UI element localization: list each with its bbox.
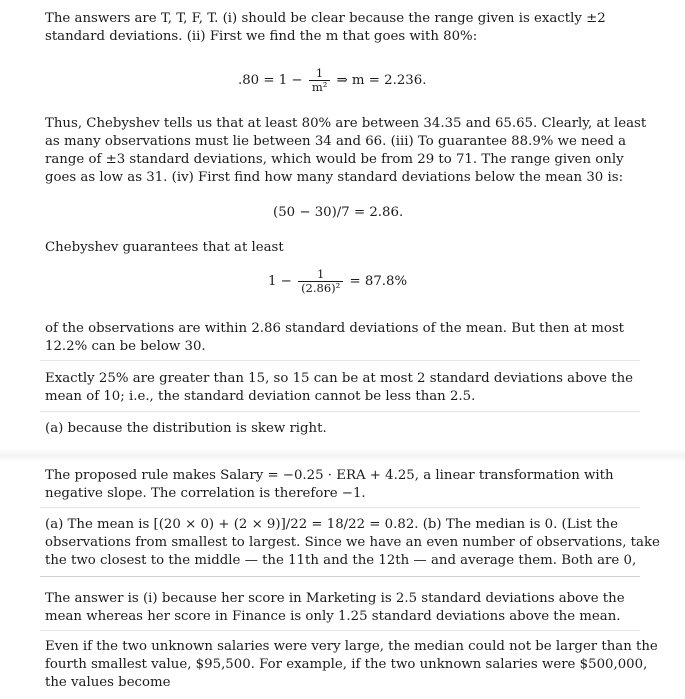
standard-deviation-bound-paragraph [45, 370, 635, 406]
text-line: fourth smallest value, $95,500. For example, if the two unknown salaries were $500,000, [45, 657, 648, 672]
text-line: the two closest to the middle — the 11th and the 12th — and average them. Both are 0, [45, 553, 637, 568]
mean-median-paragraph [45, 516, 660, 570]
section-divider [40, 507, 640, 508]
text-line: 12.2% can be below 30. [45, 339, 206, 354]
text-line: negative slope. The correlation is therefore −1. [45, 486, 366, 501]
text-line: observations from smallest to largest. Since we have an even number of observations, take [45, 535, 660, 550]
text-line: standard deviations. (ii) First we find the m that goes with 80%: [45, 29, 478, 44]
page-break-band [0, 448, 685, 462]
text-line: (a) because the distribution is skew right. [45, 421, 327, 436]
fraction [309, 67, 331, 94]
observations-within-paragraph [45, 320, 635, 356]
text-line: The answer is (i) because her score in Marketing is 2.5 standard deviations above the [45, 591, 625, 606]
text-line: goes as low as 31. (iv) First find how many standard deviations below the mean 30 is: [45, 170, 624, 185]
text-line: range of ±3 standard deviations, which would be from 29 to 71. The range given only [45, 152, 624, 167]
text-line: mean of 10; i.e., the standard deviation cannot be less than 2.5. [45, 389, 476, 404]
text-line: Chebyshev guarantees that at least [45, 240, 284, 255]
fraction-denominator: (2.86)² [298, 281, 343, 295]
text-line: mean whereas her score in Finance is only 1.25 standard deviations above the mean. [45, 609, 621, 624]
equation-right: ⇒ m = 2.236. [336, 73, 427, 88]
chebyshev-guarantee-text [45, 239, 635, 257]
text-line: Thus, Chebyshev tells us that at least 80% are between 34.35 and 65.65. Clearly, at least [45, 116, 647, 131]
fraction-numerator: 1 [315, 66, 324, 80]
equation-right: = 87.8% [349, 274, 408, 289]
skew-right-answer [45, 420, 635, 438]
text-line: (a) The mean is [(20 × 0) + (2 × 9)]/22 = 18/22 = 0.82. (b) The median is 0. (List the [45, 517, 618, 532]
equation-m-solution [238, 67, 426, 94]
section-divider [40, 360, 640, 361]
section-divider [40, 411, 640, 412]
text-line: Exactly 25% are greater than 15, so 15 can be at most 2 standard deviations above the [45, 371, 634, 386]
text-line: the values become [45, 675, 171, 690]
equation-left: 1 − [268, 274, 292, 289]
chebyshev-range-paragraph [45, 115, 647, 187]
answer-chebyshev-paragraph [45, 10, 635, 46]
section-divider [40, 630, 640, 631]
section-divider [40, 576, 640, 577]
fraction-numerator: 1 [317, 267, 325, 281]
median-salaries-paragraph [45, 638, 658, 692]
fraction-denominator: m² [309, 80, 331, 94]
equation-standard-deviations: (50 − 30)/7 = 2.86. [273, 205, 404, 220]
text-line: Even if the two unknown salaries were very large, the median could not be larger than the [45, 639, 658, 654]
text-line: The answers are T, T, F, T. (i) should be clear because the range given is exactly ±2 [45, 11, 606, 26]
text-line: The proposed rule makes Salary = −0.25 · ERA + 4.25, a linear transformation with [45, 468, 614, 483]
equation-chebyshev-bound [268, 268, 407, 295]
marketing-finance-paragraph [45, 590, 635, 626]
text-line: of the observations are within 2.86 standard deviations of the mean. But then at most [45, 321, 624, 336]
text-line: as many observations must lie between 34 and 66. (iii) To guarantee 88.9% we need a [45, 134, 627, 149]
fraction [298, 268, 343, 295]
equation-left: .80 = 1 − [238, 73, 303, 88]
correlation-paragraph [45, 467, 635, 503]
